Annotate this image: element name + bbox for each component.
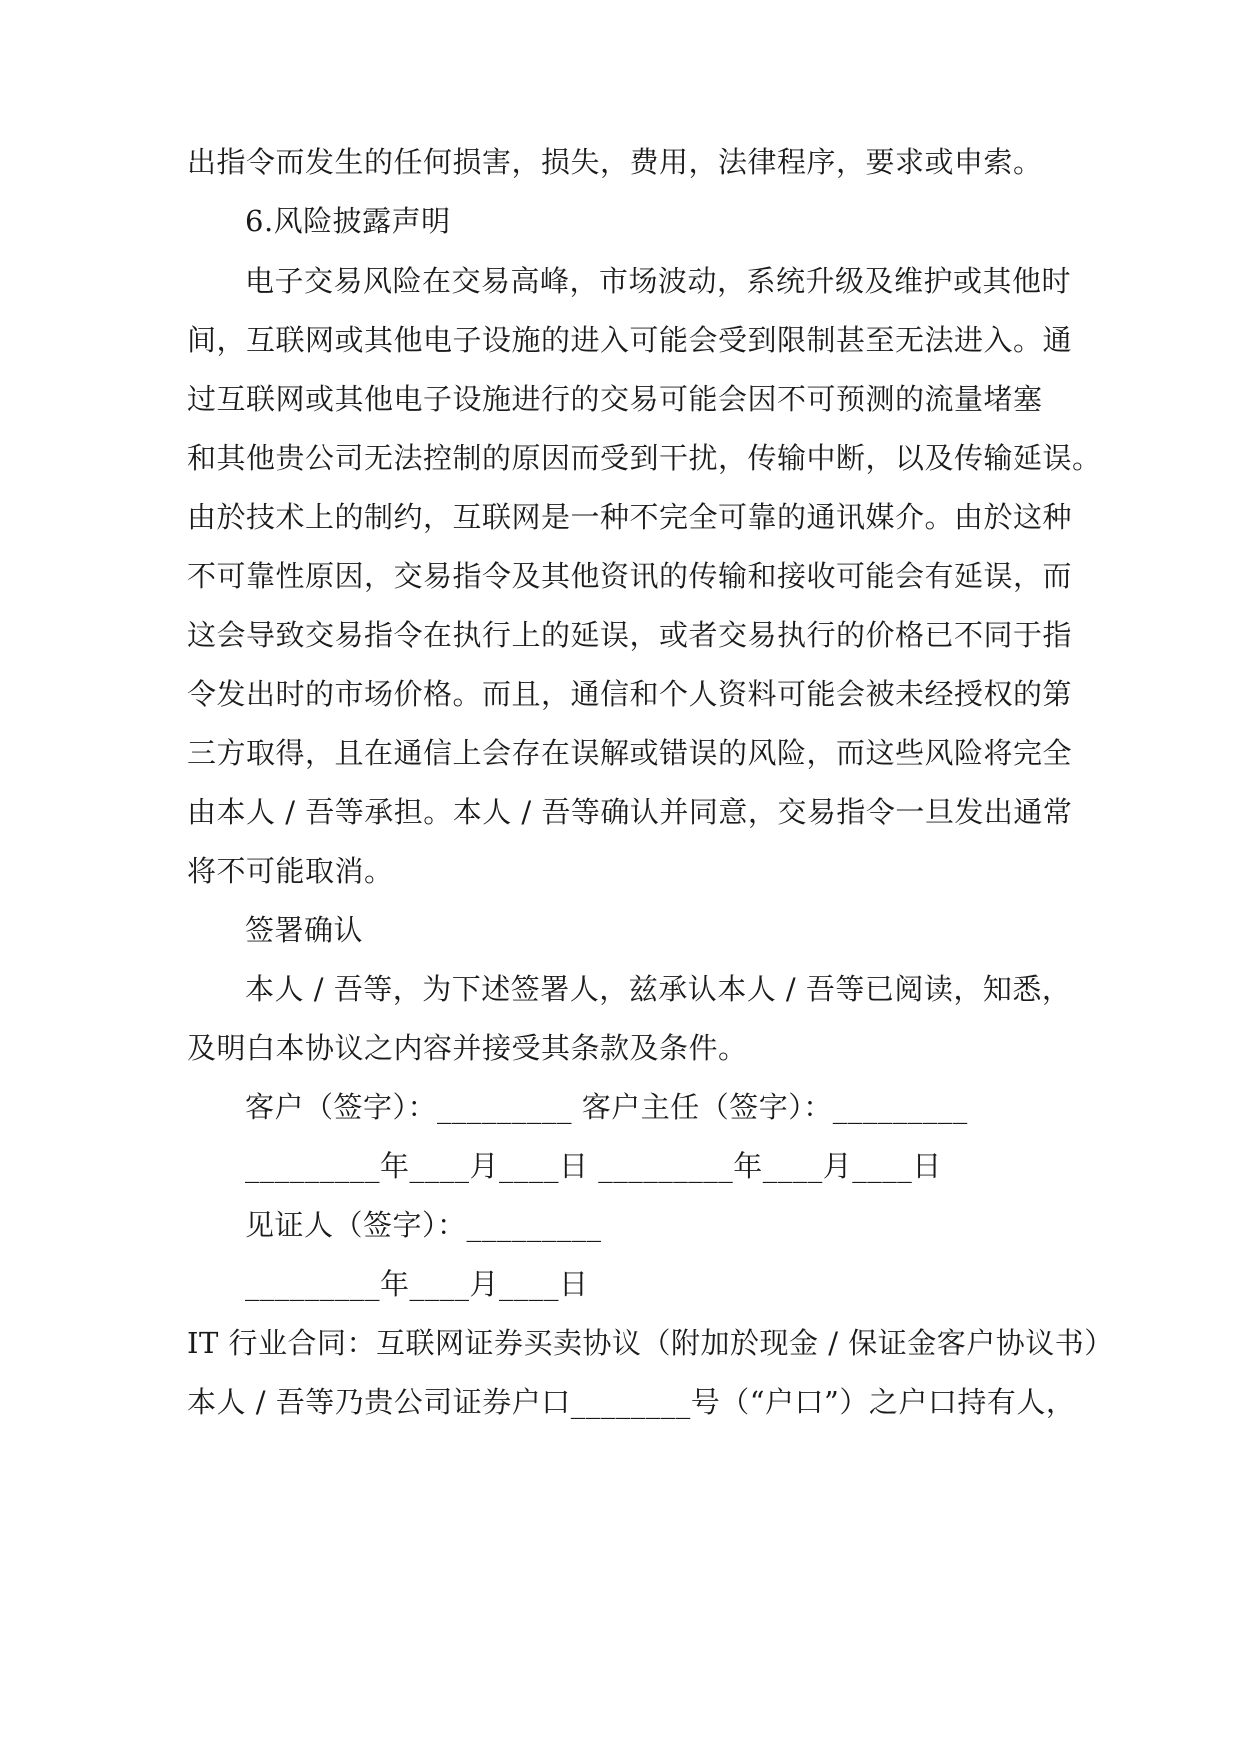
section-heading-signature-confirmation: 签署确认 bbox=[245, 913, 364, 947]
paragraph-line: 由於技术上的制约，互联网是一种不完全可靠的通讯媒介。由於这种 bbox=[187, 500, 1073, 534]
date-line: _________年____月____日 bbox=[245, 1267, 589, 1301]
paragraph-line: 电子交易风险在交易高峰，市场波动，系统升级及维护或其他时 bbox=[245, 264, 1072, 298]
document-subtitle: IT 行业合同：互联网证券买卖协议（附加於现金 / 保证金客户协议书） bbox=[187, 1326, 1114, 1360]
paragraph-line: 过互联网或其他电子设施进行的交易可能会因不可预测的流量堵塞 bbox=[187, 382, 1043, 416]
paragraph-line: 及明白本协议之内容并接受其条款及条件。 bbox=[187, 1031, 748, 1065]
section-heading-risk-disclosure: 6.风险披露声明 bbox=[245, 204, 451, 238]
paragraph-line: 三方取得，且在通信上会存在误解或错误的风险，而这些风险将完全 bbox=[187, 736, 1073, 770]
signature-line-client-officer: 客户（签字）：_________ 客户主任（签字）：_________ bbox=[245, 1090, 968, 1124]
signature-line-witness: 见证人（签字）：_________ bbox=[245, 1208, 602, 1242]
paragraph-line: 本人 / 吾等乃贵公司证券户口________号（“户口”）之户口持有人， bbox=[187, 1385, 1076, 1419]
paragraph-line: 和其他贵公司无法控制的原因而受到干扰，传输中断，以及传输延误。 bbox=[187, 441, 1102, 475]
paragraph-line: 由本人 / 吾等承担。本人 / 吾等确认并同意，交易指令一旦发出通常 bbox=[187, 795, 1073, 829]
paragraph-line: 间，互联网或其他电子设施的进入可能会受到限制甚至无法进入。通 bbox=[187, 323, 1073, 357]
paragraph-line: 不可靠性原因，交易指令及其他资讯的传输和接收可能会有延误，而 bbox=[187, 559, 1073, 593]
paragraph-line: 这会导致交易指令在执行上的延误，或者交易执行的价格已不同于指 bbox=[187, 618, 1073, 652]
date-line: _________年____月____日 _________年____月____日 bbox=[245, 1149, 942, 1183]
paragraph-line: 出指令而发生的任何损害，损失，费用，法律程序，要求或申索。 bbox=[187, 145, 1043, 179]
paragraph-line: 本人 / 吾等，为下述签署人，兹承认本人 / 吾等已阅读，知悉， bbox=[245, 972, 1072, 1006]
paragraph-line: 令发出时的市场价格。而且，通信和个人资料可能会被未经授权的第 bbox=[187, 677, 1073, 711]
paragraph-line: 将不可能取消。 bbox=[187, 854, 394, 888]
